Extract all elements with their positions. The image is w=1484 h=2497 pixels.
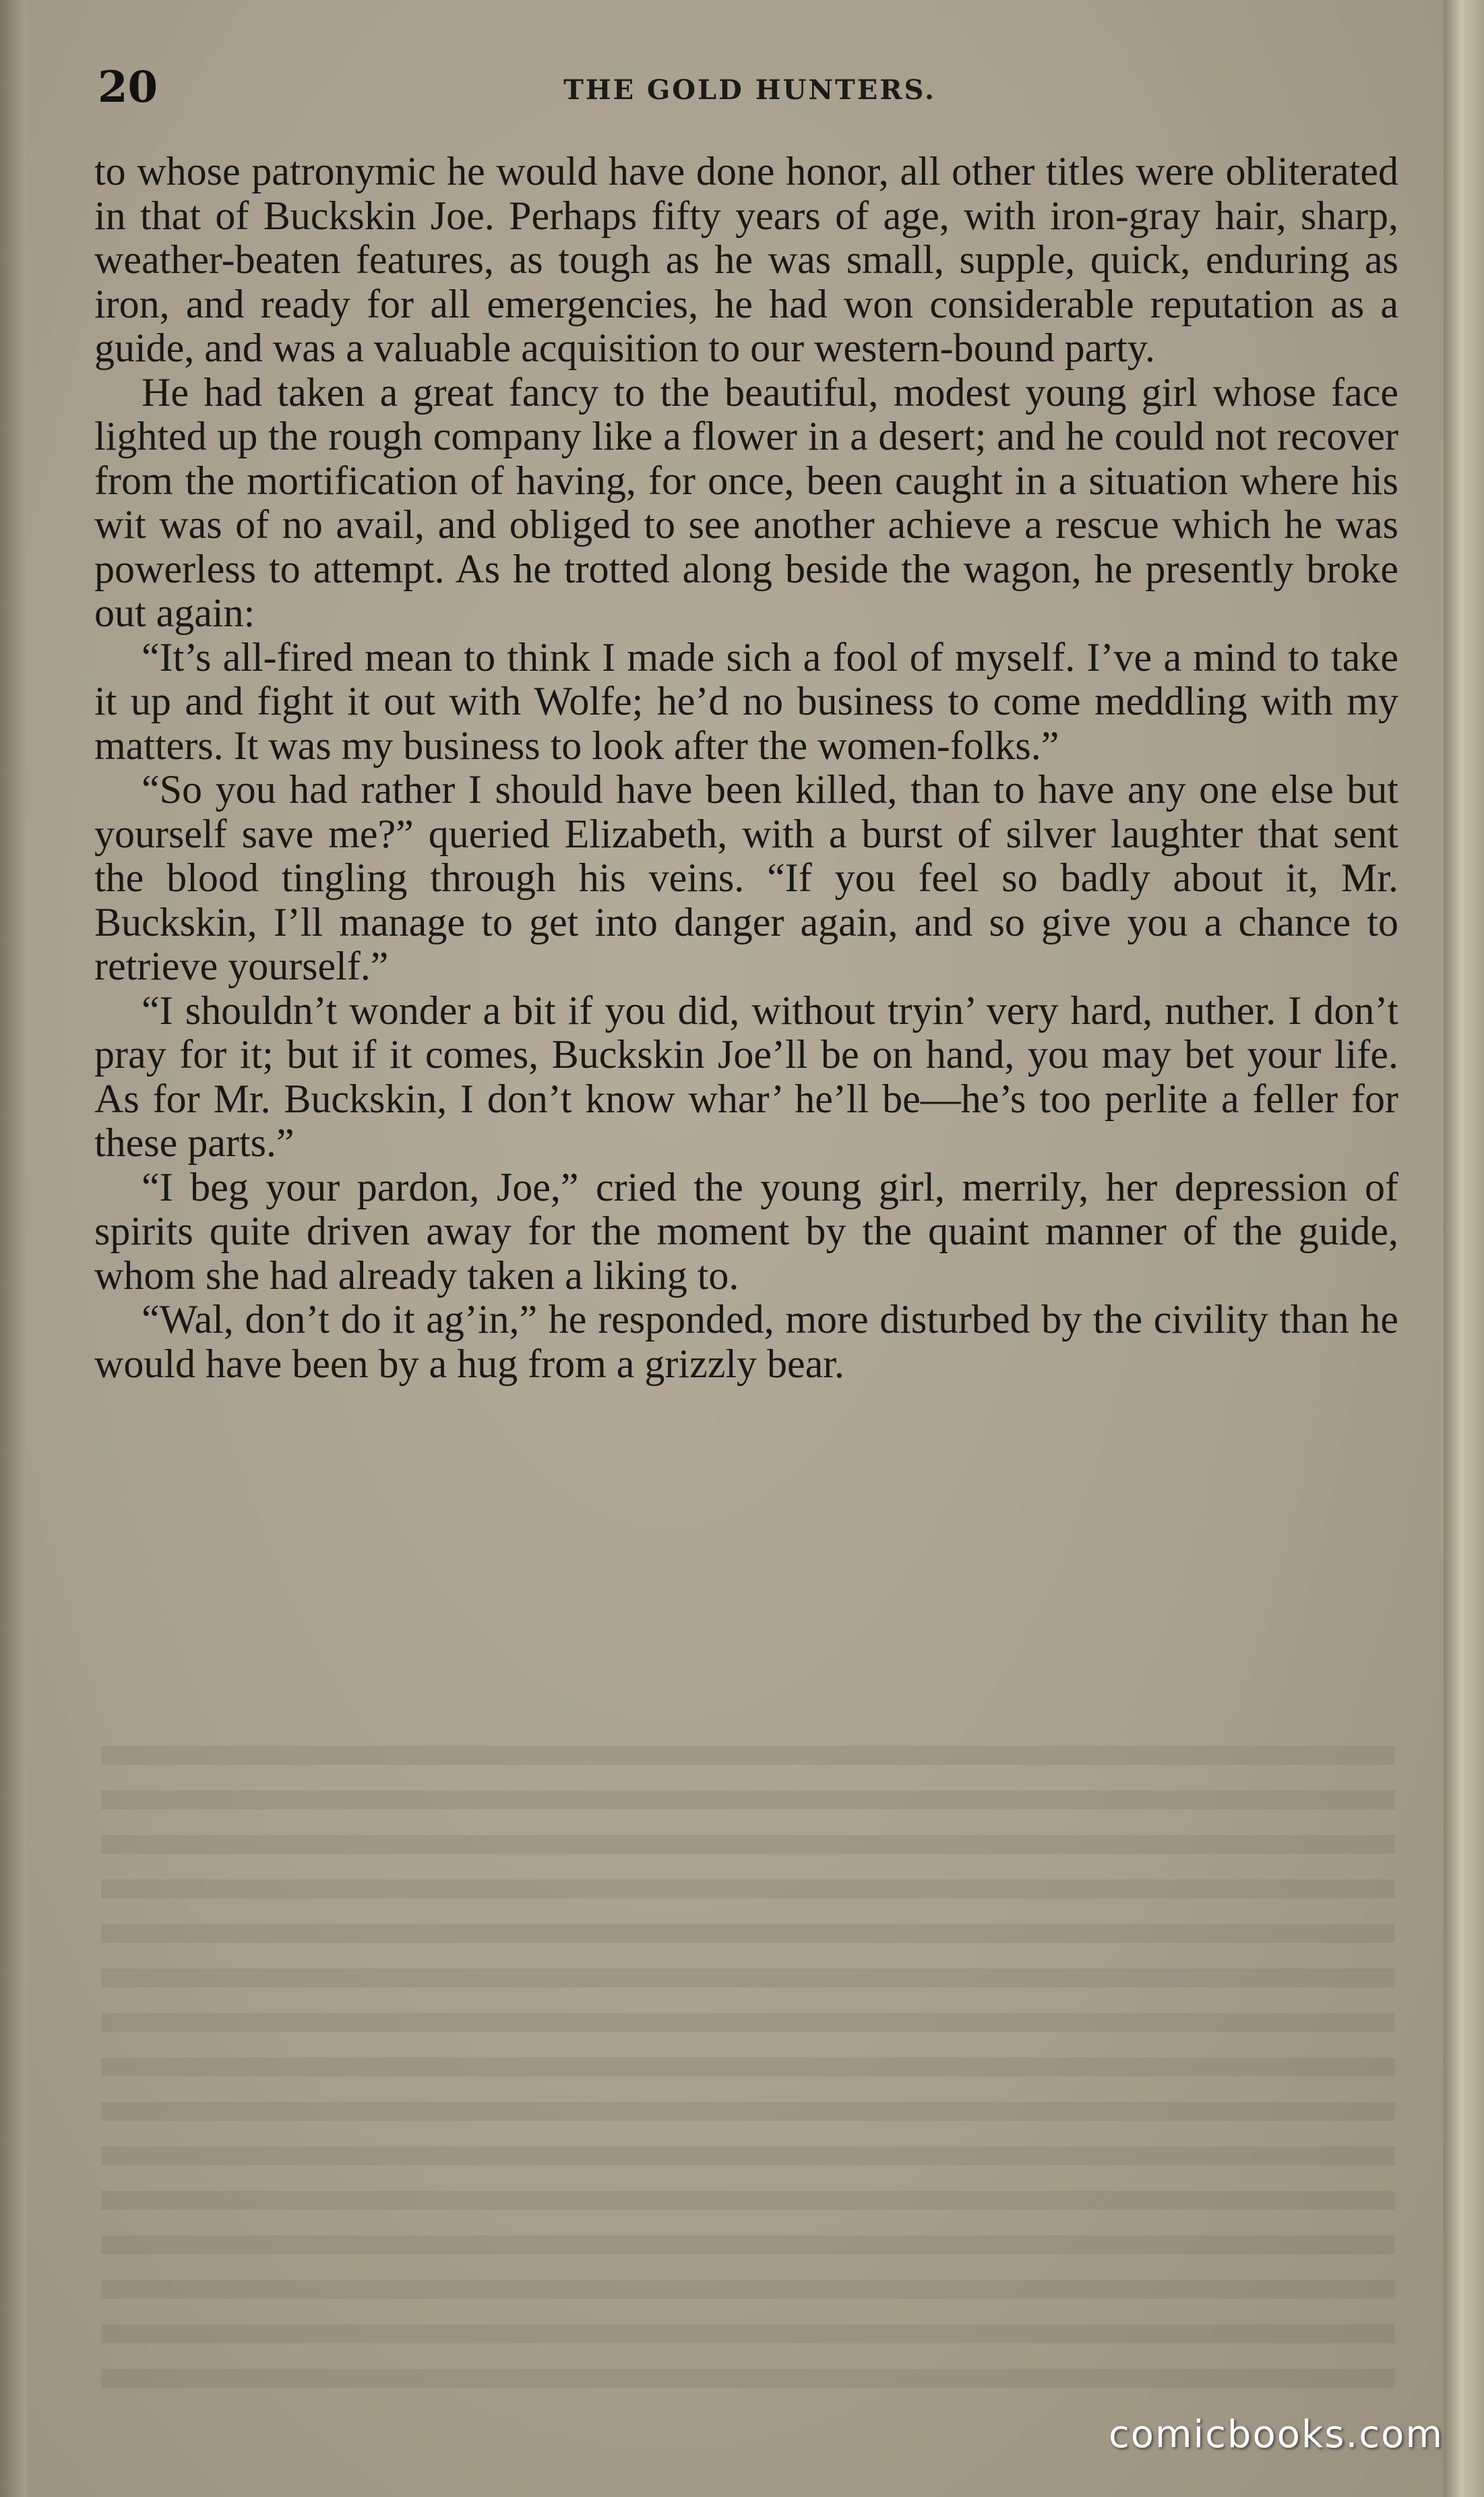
paragraph: He had taken a great fancy to the beautiful, modest young girl whose face lighted up the rough company like a flower in a desert; and he could not recover from the mortification of having, for once, been caught in a situation where his wit was of no avail, and obliged to see another achieve a rescue which he was powerless to attempt. As he trotted along beside the wagon, he presently broke out again:: [94, 369, 1398, 635]
page-edge: [1444, 0, 1484, 2497]
paragraph: “I shouldn’t wonder a bit if you did, without tryin’ very hard, nuther. I don’t pray for it; but if it comes, Buckskin Joe’ll be on hand, you may bet your life. As for Mr. Buckskin, I don’t know whar’ he’ll be—he’s too perlite a feller for these parts.”: [94, 988, 1398, 1165]
paragraph: “It’s all-fired mean to think I made sich a fool of myself. I’ve a mind to take it up and fight it out with Wolfe; he’d no business to come meddling with my matters. It was my business to look after the women-folks.”: [94, 634, 1398, 768]
watermark: comicbooks.com: [1108, 2413, 1444, 2457]
body-text: [94, 150, 1398, 1386]
page-header: [98, 62, 1402, 123]
show-through-text: [101, 1726, 1395, 2400]
paragraph: “Wal, don’t do it ag’in,” he responded, more disturbed by the civility than he would have been by a hug from a grizzly bear.: [94, 1297, 1398, 1386]
paragraph: to whose patronymic he would have done honor, all other titles were obliterated in that of Buckskin Joe. Perhaps fifty years of age, with iron-gray hair, sharp, weather-beaten features, as tough as he was small, supple, quick, enduring as iron, and ready for all emergencies, he had won considerable reputation as a guide, and was a valuable acquisition to our western-bound party.: [94, 149, 1398, 370]
running-head: THE GOLD HUNTERS.: [563, 74, 936, 106]
paragraph: “I beg your pardon, Joe,” cried the young girl, merrily, her depression of spirits quite driven away for the moment by the quaint manner of the guide, whom she had already taken a liking to.: [94, 1164, 1398, 1298]
page-number: 20: [98, 62, 158, 113]
page-gutter: [0, 0, 27, 2497]
paragraph: “So you had rather I should have been killed, than to have any one else but yourself save me?” queried Elizabeth, with a burst of silver laughter that sent the blood tingling through his veins. “If you feel so badly about it, Mr. Buckskin, I’ll manage to get into danger again, and so give you a chance to retrieve yourself.”: [94, 767, 1398, 988]
